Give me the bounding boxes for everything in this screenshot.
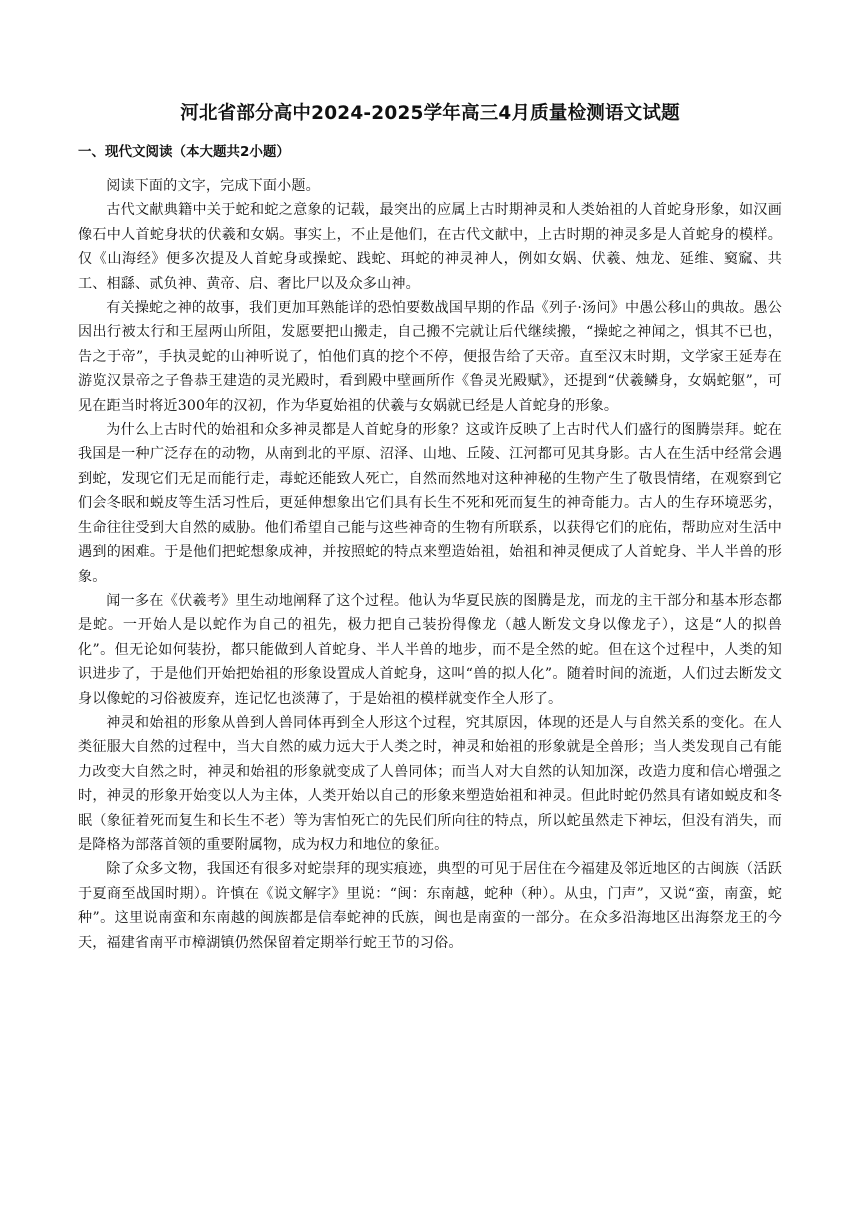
body-paragraph: 神灵和始祖的形象从兽到人兽同体再到全人形这个过程，究其原因，体现的还是人与自然关系的变化。在人类征服大自然的过程中，当大自然的威力远大于人类之时，神灵和始祖的形象就是全兽形；当人类发现自己有能力改变大自然之时，神灵和始祖的形象就变成了人兽同体；而当人对大自然的认知加深，改造力度和信心增强之时，神灵的形象开始变以人为主体，人类开始以自己的形象来塑造始祖和神灵。但此时蛇仍然具有诸如蜕皮和冬眠（象征着死而复生和长生不老）等为害怕死亡的先民们所向往的特点，所以蛇虽然走下神坛，但没有消失，而是降格为部落首领的重要附属物，成为权力和地位的象征。 (78, 714, 782, 853)
reading-passage (78, 174, 782, 955)
instruction-paragraph: 阅读下面的文字，完成下面小题。 (106, 178, 320, 194)
document-page (78, 100, 782, 955)
body-paragraph: 闻一多在《伏羲考》里生动地阐释了这个过程。他认为华夏民族的图腾是龙，而龙的主干部分和基本形态都是蛇。一开始人是以蛇作为自己的祖先，极力把自己装扮得像龙（越人断发文身以像龙子），这是“人的拟兽化”。但无论如何装扮，都只能做到人首蛇身、半人半兽的地步，而不是全然的蛇。但在这个过程中，人类的知识进步了，于是他们开始把始祖的形象设置成人首蛇身，这叫“兽的拟人化”。随着时间的流逝，人们过去断发文身以像蛇的习俗被废弃，连记忆也淡薄了，于是始祖的模样就变作全人形了。 (78, 592, 782, 707)
body-paragraph: 为什么上古时代的始祖和众多神灵都是人首蛇身的形象？这或许反映了上古时代人们盛行的图腾崇拜。蛇在我国是一种广泛存在的动物，从南到北的平原、沼泽、山地、丘陵、江河都可见其身影。古人在生活中经常会遇到蛇，发现它们无足而能行走，毒蛇还能致人死亡，自然而然地对这种神秘的生物产生了敬畏情绪，在观察到它们会冬眠和蜕皮等生活习性后，更延伸想象出它们具有长生不死和死而复生的神奇能力。古人的生存环境恶劣，生命往往受到大自然的威胁。他们希望自己能与这些神奇的生物有所联系，以获得它们的庇佑，帮助应对生活中遇到的困难。于是他们把蛇想象成神，并按照蛇的特点来塑造始祖，始祖和神灵便成了人首蛇身、半人半兽的形象。 (78, 422, 782, 585)
document-title: 河北省部分高中2024-2025学年高三4月质量检测语文试题 (180, 103, 680, 124)
body-paragraph: 除了众多文物，我国还有很多对蛇崇拜的现实痕迹，典型的可见于居住在今福建及邻近地区的古闽族（活跃于夏商至战国时期）。许慎在《说文解字》里说：“闽：东南越，蛇种（种）。从虫，门声”，又说“蛮，南蛮，蛇种”。这里说南蛮和东南越的闽族都是信奉蛇神的氏族，闽也是南蛮的一部分。在众多沿海地区出海祭龙王的今天，福建省南平市樟湖镇仍然保留着定期举行蛇王节的习俗。 (78, 861, 782, 951)
section-heading: 一、现代文阅读（本大题共2小题） (78, 144, 290, 160)
body-paragraph: 有关操蛇之神的故事，我们更加耳熟能详的恐怕要数战国早期的作品《列子·汤问》中愚公移山的典故。愚公因出行被太行和王屋两山所阻，发愿要把山搬走，自己搬不完就让后代继续搬，“操蛇之神闻之，惧其不已也，告之于帝”，手执灵蛇的山神听说了，怕他们真的挖个不停，便报告给了天帝。直至汉末时期，文学家王延寿在游览汉景帝之子鲁恭王建造的灵光殿时，看到殿中壁画所作《鲁灵光殿赋》，还提到“伏羲鳞身，女娲蛇躯”，可见在距当时将近300年的汉初，作为华夏始祖的伏羲与女娲就已经是人首蛇身的形象。 (78, 300, 782, 414)
body-paragraph: 古代文献典籍中关于蛇和蛇之意象的记载，最突出的应属上古时期神灵和人类始祖的人首蛇身形象，如汉画像石中人首蛇身状的伏羲和女娲。事实上，不止是他们，在古代文献中，上古时期的神灵多是人首蛇身的模样。仅《山海经》便多次提及人首蛇身或操蛇、践蛇、珥蛇的神灵神人，例如女娲、伏羲、烛龙、延维、窫窳、共工、相繇、贰负神、黄帝、启、奢比尸以及众多山神。 (78, 202, 782, 292)
